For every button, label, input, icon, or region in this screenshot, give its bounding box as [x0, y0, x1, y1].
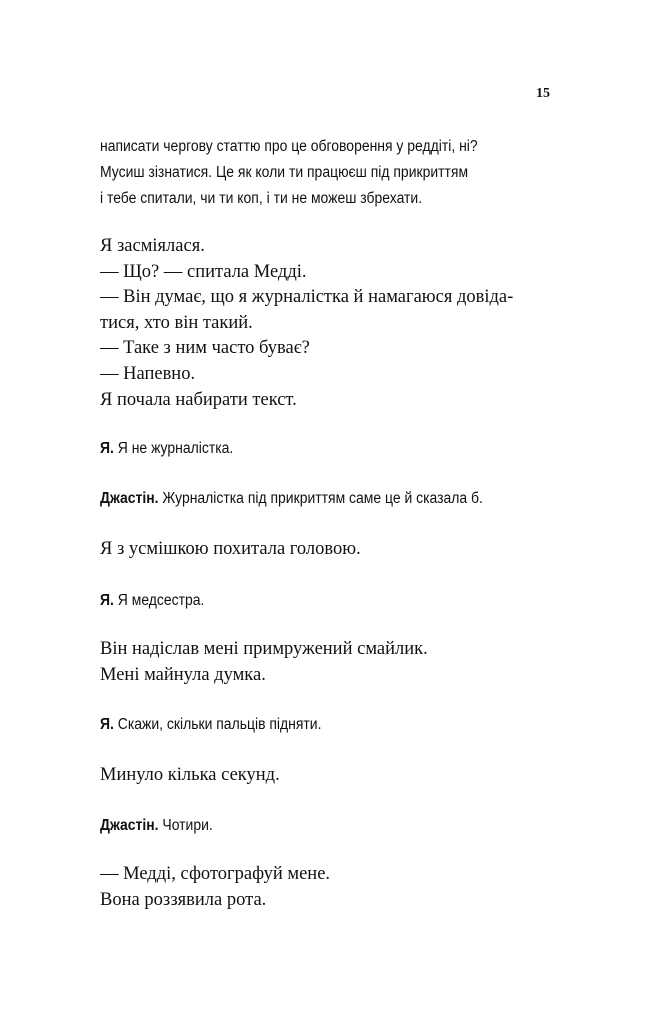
chat-text: Я медсестра. [113, 592, 205, 609]
chat-message [100, 712, 559, 738]
chat-message [100, 436, 559, 462]
page-number: 15 [536, 86, 550, 101]
chat-text: Чотири. [158, 817, 213, 834]
chat-text: Скажи, скільки пальців підняти. [113, 716, 322, 733]
narration-paragraph [100, 234, 560, 413]
narration-paragraph [100, 862, 560, 913]
narration-line: Я засміялася. [100, 236, 205, 256]
narration-paragraph [100, 537, 560, 563]
chat-message [100, 588, 559, 614]
chat-text: Я не журналістка. [113, 440, 234, 457]
message-line: і тебе спитали, чи ти коп, і ти не можеш збрехати. [100, 190, 423, 207]
message-line: Мусиш зізнатися. Це як коли ти працюєш під прикриттям [100, 164, 469, 181]
narration-line: Мені майнула думка. [100, 664, 266, 685]
chat-text: Журналістка під прикриттям саме це й сказала б. [158, 490, 483, 507]
narration-line: — Таке з ним часто буває? [100, 338, 310, 359]
narration-line: Минуло кілька секунд. [100, 765, 280, 785]
narration-line: — Медді, сфотографуй мене. [100, 864, 331, 884]
chat-speaker: Джастін. [100, 817, 159, 834]
chat-speaker: Я. [100, 716, 114, 733]
narration-line: Він надіслав мені примружений смайлик. [100, 639, 428, 659]
chat-message [100, 813, 559, 839]
narration-line: — Напевно. [100, 363, 196, 384]
message-line: написати чергову статтю про це обговорення у реддіті, ні? [100, 138, 478, 155]
narration-paragraph [100, 763, 560, 789]
narration-line: Вона роззявила рота. [100, 889, 267, 910]
chat-speaker: Я. [100, 440, 114, 457]
chat-speaker: Я. [100, 592, 114, 609]
narration-line: Я з усмішкою похитала головою. [100, 539, 361, 559]
message-continuation [100, 134, 559, 212]
narration-line: тися, хто він такий. [100, 312, 253, 333]
narration-line: Я почала набирати текст. [100, 389, 297, 410]
narration-paragraph [100, 637, 560, 688]
chat-speaker: Джастін. [100, 490, 159, 507]
chat-message [100, 486, 559, 512]
narration-line: — Що? — спитала Медді. [100, 261, 307, 282]
narration-line: — Він думає, що я журналістка й намагаюся довіда- [100, 287, 514, 308]
